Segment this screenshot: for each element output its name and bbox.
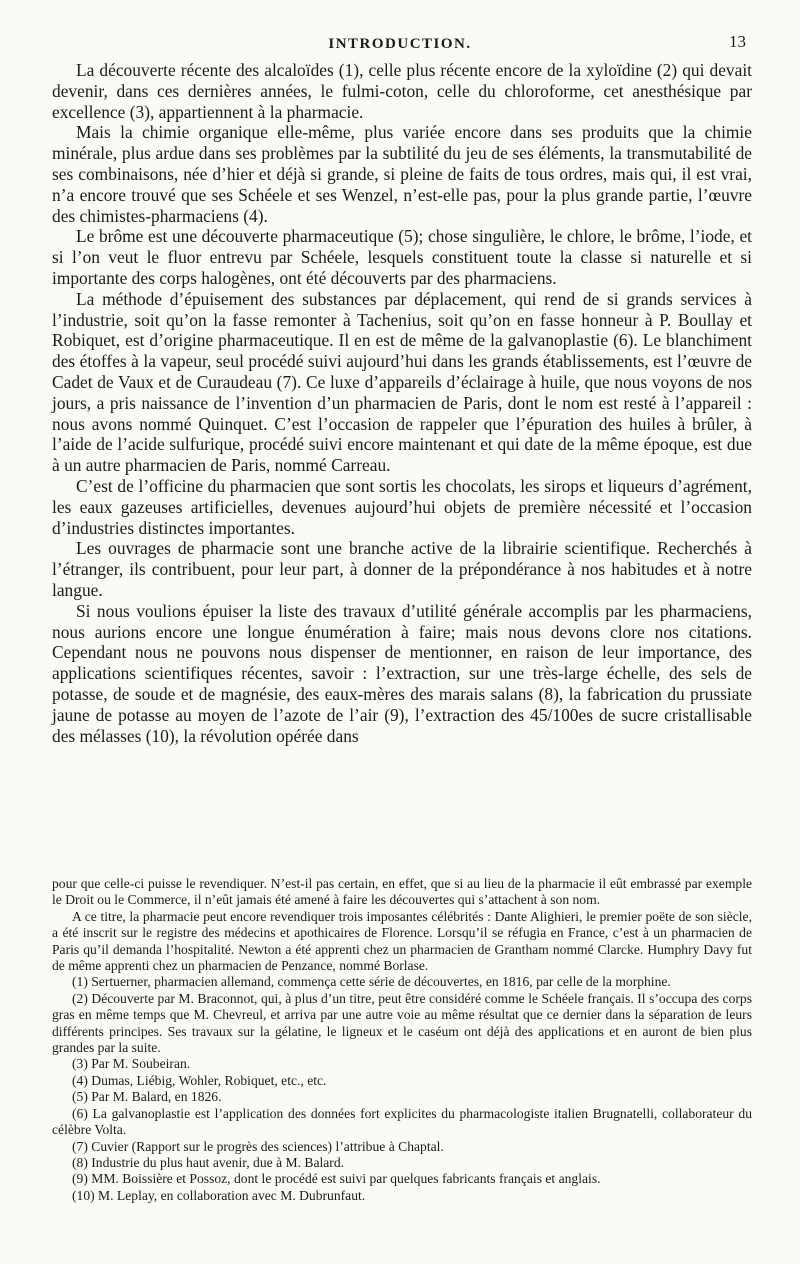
footnote: (8) Industrie du plus haut avenir, due à M. Balard.: [72, 1154, 345, 1170]
paragraph: La découverte récente des alcaloïdes (1), celle plus récente encore de la xyloïdine (2) qui devait devenir, dans ces dernières années, le fulmi-coton, celle du chloroforme, cet anesthésique par excellence (3), appartiennent à la pharmacie.: [52, 60, 752, 122]
footnote: (6) La galvanoplastie est l’application des données fort explicites du pharmacologiste italien Brugnatelli, collaborateur du célèbre Volta.: [52, 1105, 752, 1138]
footnote-continuation: A ce titre, la pharmacie peut encore revendiquer trois imposantes célébrités : Dante Alighieri, le premier poëte de son siècle, a été inscrit sur le registre des médecins et apothicaires de Florence. Lorsqu’il se réfugia en France, c’est à un pharmacien de Paris qu’il demanda l’hospitalité. Newton a été apprenti chez un pharmacien de Grantham nommé Clarcke. Humphry Davy fut de même apprenti chez un pharmacien de Penzance, nommé Borlase.: [52, 908, 752, 974]
footnotes: [52, 876, 752, 1204]
running-title: INTRODUCTION.: [328, 36, 472, 52]
paragraph: Les ouvrages de pharmacie sont une branche active de la librairie scientifique. Recherchés à l’étranger, ils contribuent, pour leur part, à donner de la prépondérance à nos habitudes et à notre langue.: [52, 538, 752, 600]
footnote-continuation: pour que celle-ci puisse le revendiquer. N’est-il pas certain, en effet, que si au lieu de la pharmacie il eût embrassé par exemple le Droit ou le Commerce, il n’eût jamais été amené à faire les découvertes qui s’attachent à son nom.: [52, 876, 752, 908]
paragraph: Mais la chimie organique elle-même, plus variée encore dans ses produits que la chimie minérale, plus ardue dans ses problèmes par la subtilité du jeu de ses éléments, la transmutabilité de ses combinaisons, née d’hier et déjà si grande, si pleine de faits de tous ordres, mais qui, il est vrai, n’a encore trouvé que ses Schéele et ses Wenzel, n’est-elle pas, pour la plus grande partie, l’œuvre des chimistes-pharmaciens (4).: [52, 122, 752, 226]
footnote: (10) M. Leplay, en collaboration avec M. Dubrunfaut.: [72, 1187, 366, 1203]
footnote: (4) Dumas, Liébig, Wohler, Robiquet, etc., etc.: [72, 1072, 327, 1088]
footnote: (5) Par M. Balard, en 1826.: [72, 1089, 222, 1105]
footnote: (9) MM. Boissière et Possoz, dont le procédé est suivi par quelques fabricants français et anglais.: [72, 1171, 601, 1187]
paragraph: Le brôme est une découverte pharmaceutique (5); chose singulière, le chlore, le brôme, l’iode, et si l’on veut le fluor entrevu par Schéele, lesquels constituent toute la classe si naturelle et si importante des corps halogènes, ont été découverts par des pharmaciens.: [52, 226, 752, 288]
footnote: (2) Découverte par M. Braconnot, qui, à plus d’un titre, peut être considéré comme le Schéele français. Il s’occupa des corps gras en même temps que M. Chevreul, et arriva par une autre voie au même résultat que ce dernier dans la séparation de leurs différents principes. Ses travaux sur la gélatine, le ligneux et le caséum ont déjà des applications et en auront de bien plus grandes par la suite.: [52, 990, 752, 1056]
footnote: (7) Cuvier (Rapport sur le progrès des sciences) l’attribue à Chaptal.: [72, 1138, 444, 1154]
page-number: 13: [729, 32, 746, 51]
paragraph: C’est de l’officine du pharmacien que sont sortis les chocolats, les sirops et liqueurs d’agrément, les eaux gazeuses artificielles, devenues aujourd’hui objets de première nécessité et l’occasion d’industries distinctes importantes.: [52, 475, 752, 538]
footnote: (3) Par M. Soubeiran.: [72, 1056, 191, 1072]
main-text: [52, 60, 752, 746]
footnote: (1) Sertuerner, pharmacien allemand, commença cette série de découvertes, en 1816, par celle de la morphine.: [72, 974, 671, 990]
paragraph: La méthode d’épuisement des substances par déplacement, qui rend de si grands services à l’industrie, soit qu’on la fasse remonter à Tachenius, soit qu’on en fasse honneur à P. Boullay et Robiquet, est d’origine pharmaceutique. Il en est de même de la galvanoplastie (6). Le blanchiment des étoffes à la vapeur, seul procédé suivi aujourd’hui dans les grands établissements, est l’œuvre de Cadet de Vaux et de Curaudeau (7). Ce luxe d’appareils d’éclairage à huile, que nous voyons de nos jours, a pris naissance de l’invention d’un pharmacien de Paris, dont le nom est resté à l’appareil : nous avons nommé Quinquet. C’est l’occasion de rappeler que l’épuration des huiles à brûler, à l’aide de l’acide sulfurique, procédé suivi encore maintenant et qui date de la même époque, est due à un autre pharmacien de Paris, nommé Carreau.: [52, 288, 752, 476]
paragraph: Si nous voulions épuiser la liste des travaux d’utilité générale accomplis par les pharmaciens, nous aurions encore une longue énumération à faire; mais nous devons clore nos citations. Cependant nous ne pouvons nous dispenser de mentionner, en raison de leur importance, des applications scientifiques récentes, savoir : l’extraction, sur une très-large échelle, des sels de potasse, de soude et de magnésie, des eaux-mères des marais salans (8), la fabrication du prussiate jaune de potasse au moyen de l’azote de l’air (9), l’extraction des 45/100es de sucre cristallisable des mélasses (10), la révolution opérée dans: [52, 600, 752, 746]
